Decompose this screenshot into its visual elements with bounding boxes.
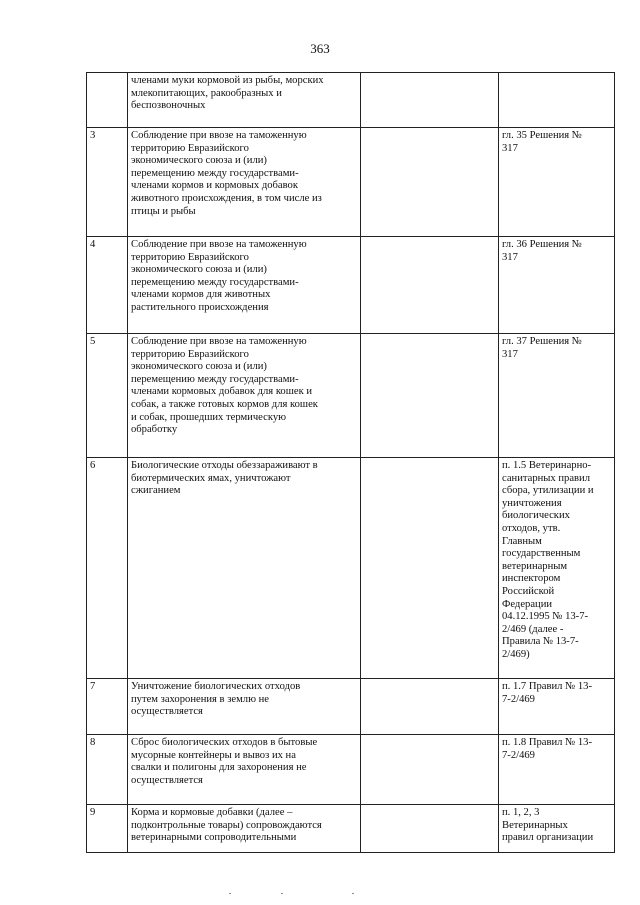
requirement-cell: Сброс биологических отходов в бытовые мусорные контейнеры и вывоз их на свалки и полигоны для захоронения не осуществляется: [128, 735, 361, 805]
empty-cell: [361, 334, 499, 458]
row-number-cell: 4: [87, 237, 128, 334]
scan-dot: [281, 893, 283, 894]
table-row: [87, 73, 615, 128]
requirement-cell: Биологические отходы обеззараживают в биотермических ямах, уничтожают сжиганием: [128, 458, 361, 679]
table-row: [87, 237, 615, 334]
empty-cell: [361, 679, 499, 735]
requirement-cell: Уничтожение биологических отходов путем захоронения в землю не осуществляется: [128, 679, 361, 735]
reference-cell: гл. 37 Решения № 317: [499, 334, 615, 458]
row-number-cell: 3: [87, 128, 128, 237]
table-row: [87, 805, 615, 853]
scan-dot: [352, 893, 354, 894]
row-number-cell: 5: [87, 334, 128, 458]
reference-cell: п. 1, 2, 3 Ветеринарных правил организации: [499, 805, 615, 853]
scan-artifact-dots: [0, 893, 640, 899]
reference-cell: п. 1.7 Правил № 13- 7-2/469: [499, 679, 615, 735]
reference-cell: гл. 36 Решения № 317: [499, 237, 615, 334]
empty-cell: [361, 805, 499, 853]
scan-dot: [229, 893, 231, 894]
requirement-cell: Соблюдение при ввозе на таможенную территорию Евразийского экономического союза и (или) перемещению между государствами- членами кормовых добавок для кошек и собак, а также готовых кормов для кошек и собак, прошедших термическую обработку: [128, 334, 361, 458]
table-row: [87, 334, 615, 458]
page-number: 363: [310, 41, 330, 56]
reference-cell: [499, 73, 615, 128]
table-row: [87, 128, 615, 237]
table-row: [87, 458, 615, 679]
empty-cell: [361, 237, 499, 334]
requirement-cell: членами муки кормовой из рыбы, морских млекопитающих, ракообразных и беспозвоночных: [128, 73, 361, 128]
empty-cell: [361, 458, 499, 679]
empty-cell: [361, 73, 499, 128]
requirements-table: [86, 72, 615, 853]
row-number-cell: 9: [87, 805, 128, 853]
requirement-cell: Соблюдение при ввозе на таможенную территорию Евразийского экономического союза и (или) перемещению между государствами- членами кормов для животных растительного происхождения: [128, 237, 361, 334]
row-number-cell: 8: [87, 735, 128, 805]
table-row: [87, 735, 615, 805]
row-number-cell: [87, 73, 128, 128]
requirement-cell: Корма и кормовые добавки (далее – подконтрольные товары) сопровождаются ветеринарными сопроводительными: [128, 805, 361, 853]
row-number-cell: 7: [87, 679, 128, 735]
reference-cell: гл. 35 Решения № 317: [499, 128, 615, 237]
table-row: [87, 679, 615, 735]
empty-cell: [361, 735, 499, 805]
reference-cell: п. 1.8 Правил № 13- 7-2/469: [499, 735, 615, 805]
row-number-cell: 6: [87, 458, 128, 679]
requirement-cell: Соблюдение при ввозе на таможенную территорию Евразийского экономического союза и (или) перемещению между государствами- членами кормов и кормовых добавок животного происхождения, в том числе из птицы и рыбы: [128, 128, 361, 237]
reference-cell: п. 1.5 Ветеринарно- санитарных правил сбора, утилизации и уничтожения биологических отходов, утв. Главным государственным ветеринарным инспектором Российской Федерации 04.12.1995 № 13-7- 2/469 (далее - Правила № 13-7- 2/469): [499, 458, 615, 679]
empty-cell: [361, 128, 499, 237]
